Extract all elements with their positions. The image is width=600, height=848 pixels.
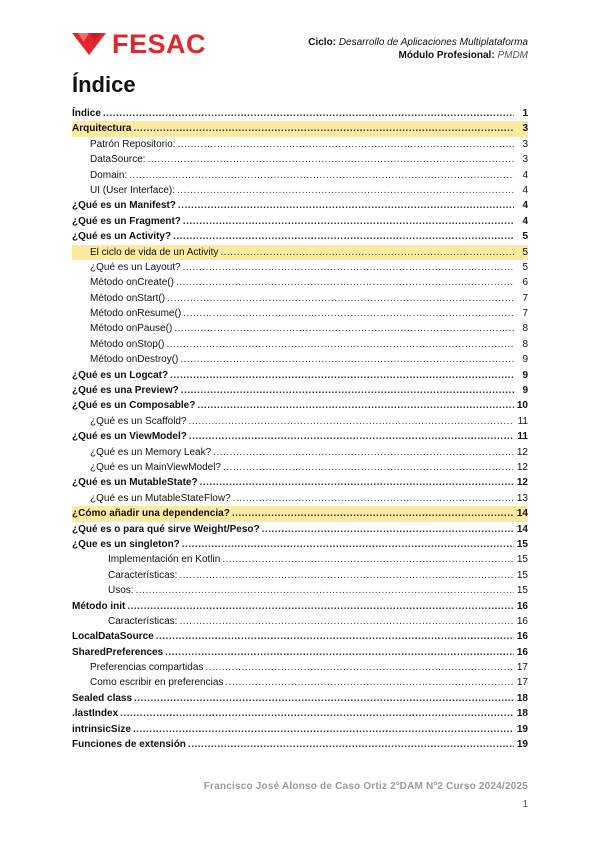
toc-entry[interactable] (72, 445, 528, 460)
toc-dot-leader (120, 706, 514, 721)
toc-entry[interactable] (72, 552, 528, 567)
toc-entry-title: Como escribir en preferencias (90, 677, 224, 689)
toc-entry[interactable] (72, 398, 528, 413)
toc-dot-leader (232, 506, 514, 521)
toc-dot-leader (213, 445, 514, 460)
toc-entry[interactable] (72, 245, 528, 260)
toc-dot-leader (189, 414, 514, 429)
toc-dot-leader (183, 214, 514, 229)
toc-entry-title: Arquitectura (72, 123, 132, 135)
toc-entry-title: ¿Qué es un Memory Leak? (90, 446, 212, 458)
toc-entry-title: ¿Qué es un Activity? (72, 231, 172, 243)
toc-entry[interactable] (72, 537, 528, 552)
toc-entry-title: Método init (72, 600, 126, 612)
toc-entry[interactable] (72, 291, 528, 306)
toc-entry-page: 8 (522, 323, 528, 335)
toc-dot-leader (127, 599, 514, 614)
toc-dot-leader (156, 629, 514, 644)
toc-entry-page: 5 (522, 261, 528, 273)
toc-dot-leader (133, 722, 514, 737)
toc-entry[interactable] (72, 260, 528, 275)
toc-entry[interactable] (72, 275, 528, 290)
toc-entry[interactable] (72, 506, 528, 521)
toc-entry[interactable] (72, 121, 528, 136)
toc-entry[interactable] (72, 214, 528, 229)
toc-entry-page: 9 (522, 354, 528, 366)
toc-entry-title: ¿Qué es un MainViewModel? (90, 461, 221, 473)
toc-entry[interactable] (72, 414, 528, 429)
toc-entry-page: 6 (522, 277, 528, 289)
toc-entry-page: 16 (516, 615, 528, 627)
toc-entry[interactable] (72, 183, 528, 198)
toc-entry-page: 14 (516, 508, 528, 520)
ciclo-line: Ciclo: Desarrollo de Aplicaciones Multiplataforma (308, 37, 528, 48)
toc-dot-leader (183, 306, 514, 321)
toc-entry-page: 18 (516, 692, 528, 704)
toc-dot-leader (180, 352, 514, 367)
toc-entry-page: 16 (516, 631, 528, 643)
toc-entry[interactable] (72, 660, 528, 675)
toc-entry[interactable] (72, 614, 528, 629)
toc-entry[interactable] (72, 675, 528, 690)
toc-entry-page: 14 (516, 523, 528, 535)
course-meta (308, 36, 528, 62)
toc-entry-title: ¿Que es un singleton? (72, 538, 180, 550)
toc-entry[interactable] (72, 106, 528, 121)
toc-entry[interactable] (72, 629, 528, 644)
toc-dot-leader (170, 368, 514, 383)
toc-dot-leader (165, 645, 514, 660)
toc-entry[interactable] (72, 583, 528, 598)
toc-entry-page: 9 (522, 369, 528, 381)
toc-entry-title: ¿Qué es una Preview? (72, 385, 179, 397)
toc-entry-title: ¿Qué es o para qué sirve Weight/Peso? (72, 523, 260, 535)
toc-entry-title: LocalDataSource (72, 631, 154, 643)
toc-entry-page: 11 (517, 431, 528, 443)
toc-entry[interactable] (72, 429, 528, 444)
toc-entry-title: intrinsicSize (72, 723, 131, 735)
toc-entry-page: 8 (522, 338, 528, 350)
toc-dot-leader (233, 491, 514, 506)
toc-entry[interactable] (72, 722, 528, 737)
toc-entry[interactable] (72, 522, 528, 537)
toc-entry-page: 15 (516, 569, 528, 581)
toc-dot-leader (223, 460, 514, 475)
toc-dot-leader (262, 522, 514, 537)
toc-entry-page: 18 (516, 708, 528, 720)
toc-dot-leader (178, 198, 514, 213)
toc-dot-leader (176, 275, 514, 290)
toc-entry[interactable] (72, 368, 528, 383)
toc-entry-page: 7 (522, 308, 528, 320)
toc-dot-leader (179, 568, 514, 583)
toc-entry[interactable] (72, 737, 528, 752)
toc-entry-title: DataSource: (90, 154, 146, 166)
toc-entry-title: Domain: (90, 169, 128, 181)
toc-entry-page: 15 (516, 585, 528, 597)
toc-dot-leader (222, 552, 514, 567)
toc-entry-page: 11 (517, 415, 528, 427)
toc-entry-title: .lastIndex (72, 708, 119, 720)
toc-entry-title: ¿Qué es un Layout? (90, 261, 181, 273)
toc-entry[interactable] (72, 460, 528, 475)
toc-entry-page: 5 (522, 231, 528, 243)
logo-text: FESAC (112, 29, 207, 59)
toc-entry-title: Implementación en Kotlin (108, 554, 221, 566)
toc-entry-page: 16 (516, 646, 528, 658)
toc-entry-title: Método onStop() (90, 338, 165, 350)
toc-entry[interactable] (72, 306, 528, 321)
toc-dot-leader (181, 383, 514, 398)
toc-entry-title: ¿Qué es un MutableState? (72, 477, 198, 489)
toc-dot-leader (220, 245, 514, 260)
toc-entry-page: 12 (516, 461, 528, 473)
toc-entry[interactable] (72, 475, 528, 490)
ciclo-label: Ciclo (308, 37, 333, 48)
modulo-value: PMDM (497, 50, 528, 61)
toc-entry-title: Índice (72, 108, 101, 119)
toc-entry-title: ¿Qué es un Logcat? (72, 369, 169, 381)
toc-entry-title: Usos: (108, 585, 134, 597)
toc-entry[interactable] (72, 599, 528, 614)
toc-dot-leader (173, 229, 514, 244)
toc-dot-leader (129, 168, 514, 183)
toc-entry-title: Características: (108, 615, 178, 627)
toc-entry-page: 4 (522, 200, 528, 212)
toc-entry[interactable] (72, 152, 528, 167)
toc-dot-leader (148, 152, 514, 167)
toc-dot-leader (167, 337, 515, 352)
page-title: Índice (72, 72, 136, 97)
toc-dot-leader (177, 183, 514, 198)
toc-entry-page: 17 (516, 662, 528, 674)
toc-entry[interactable] (72, 383, 528, 398)
toc-entry-title: UI (User Interface): (90, 184, 176, 196)
modulo-label: Módulo Profesional: (398, 50, 495, 61)
toc-dot-leader (182, 537, 514, 552)
toc-entry-title: Método onResume() (90, 308, 182, 320)
toc-entry-page: 19 (516, 739, 528, 751)
toc-entry-page: 10 (516, 400, 528, 412)
toc-entry-title: Sealed class (72, 692, 133, 704)
toc-entry-title: Método onCreate() (90, 277, 174, 289)
toc-entry-page: 4 (522, 215, 528, 227)
toc-dot-leader (133, 121, 514, 136)
toc-dot-leader (225, 675, 514, 690)
toc-dot-leader (103, 106, 514, 121)
footer-page-number: 1 (522, 799, 528, 810)
table-of-contents (72, 106, 528, 752)
toc-entry-page: 9 (522, 385, 528, 397)
toc-entry-title: ¿Qué es un Scaffold? (90, 415, 187, 427)
toc-entry-title: Método onDestroy() (90, 354, 179, 366)
toc-entry-page: 15 (516, 554, 528, 566)
toc-entry-page: 3 (522, 138, 528, 150)
toc-entry-title: Patrón Repositorio: (90, 138, 176, 150)
toc-entry-page: 1 (522, 108, 528, 119)
toc-entry-title: Método onPause() (90, 323, 173, 335)
toc-entry-page: 13 (516, 492, 528, 504)
toc-dot-leader (136, 583, 514, 598)
toc-entry[interactable] (72, 137, 528, 152)
toc-entry-title: Características: (108, 569, 178, 581)
toc-entry[interactable] (72, 706, 528, 721)
toc-entry-title: ¿Cómo añadir una dependencia? (72, 508, 230, 520)
toc-entry[interactable] (72, 337, 528, 352)
toc-dot-leader (200, 475, 514, 490)
toc-entry-page: 15 (516, 538, 528, 550)
toc-dot-leader (167, 291, 514, 306)
toc-dot-leader (205, 660, 514, 675)
fesac-logo (72, 30, 206, 58)
toc-entry-title: ¿Qué es un ViewModel? (72, 431, 187, 443)
toc-entry[interactable] (72, 645, 528, 660)
toc-entry[interactable] (72, 568, 528, 583)
toc-entry-page: 5 (522, 246, 528, 258)
toc-dot-leader (188, 737, 514, 752)
toc-entry[interactable] (72, 352, 528, 367)
toc-entry[interactable] (72, 198, 528, 213)
toc-dot-leader (183, 260, 514, 275)
toc-dot-leader (189, 429, 514, 444)
modulo-line (308, 49, 528, 62)
toc-entry-title: ¿Qué es un Manifest? (72, 200, 176, 212)
toc-entry-title: ¿Qué es un Fragment? (72, 215, 181, 227)
toc-entry-page: 7 (522, 292, 528, 304)
toc-entry[interactable] (72, 321, 528, 336)
toc-dot-leader (178, 137, 514, 152)
toc-entry-page: 4 (522, 184, 528, 196)
toc-entry-title: SharedPreferences (72, 646, 164, 658)
toc-entry-page: 19 (516, 723, 528, 735)
toc-dot-leader (197, 398, 514, 413)
footer-author: Francisco José Alonso de Caso Ortiz 2ºDAM Nº2 Curso 2024/2025 (203, 781, 528, 792)
toc-entry-title: El ciclo de vida de un Activity (90, 246, 219, 258)
toc-dot-leader (179, 614, 514, 629)
page-header (72, 28, 528, 64)
toc-entry-title: Método onStart() (90, 292, 166, 304)
toc-dot-leader (174, 321, 514, 336)
fesac-logo-icon (72, 31, 106, 57)
toc-entry-title: ¿Qué es un MutableStateFlow? (90, 492, 231, 504)
toc-entry-page: 12 (516, 446, 528, 458)
ciclo-value: Desarrollo de Aplicaciones Multiplataforma (338, 37, 528, 48)
toc-entry[interactable] (72, 229, 528, 244)
toc-entry-title: Preferencias compartidas (90, 662, 204, 674)
toc-entry[interactable] (72, 168, 528, 183)
toc-dot-leader (134, 691, 514, 706)
toc-entry-page: 17 (516, 677, 528, 689)
toc-entry-page: 4 (522, 169, 528, 181)
toc-entry-title: Funciones de extensión (72, 739, 186, 751)
toc-entry[interactable] (72, 491, 528, 506)
toc-entry-page: 16 (516, 600, 528, 612)
toc-entry[interactable] (72, 691, 528, 706)
toc-entry-page: 12 (516, 477, 528, 489)
toc-entry-page: 3 (522, 123, 528, 135)
toc-entry-page: 3 (522, 154, 528, 166)
toc-entry-title: ¿Qué es un Composable? (72, 400, 196, 412)
